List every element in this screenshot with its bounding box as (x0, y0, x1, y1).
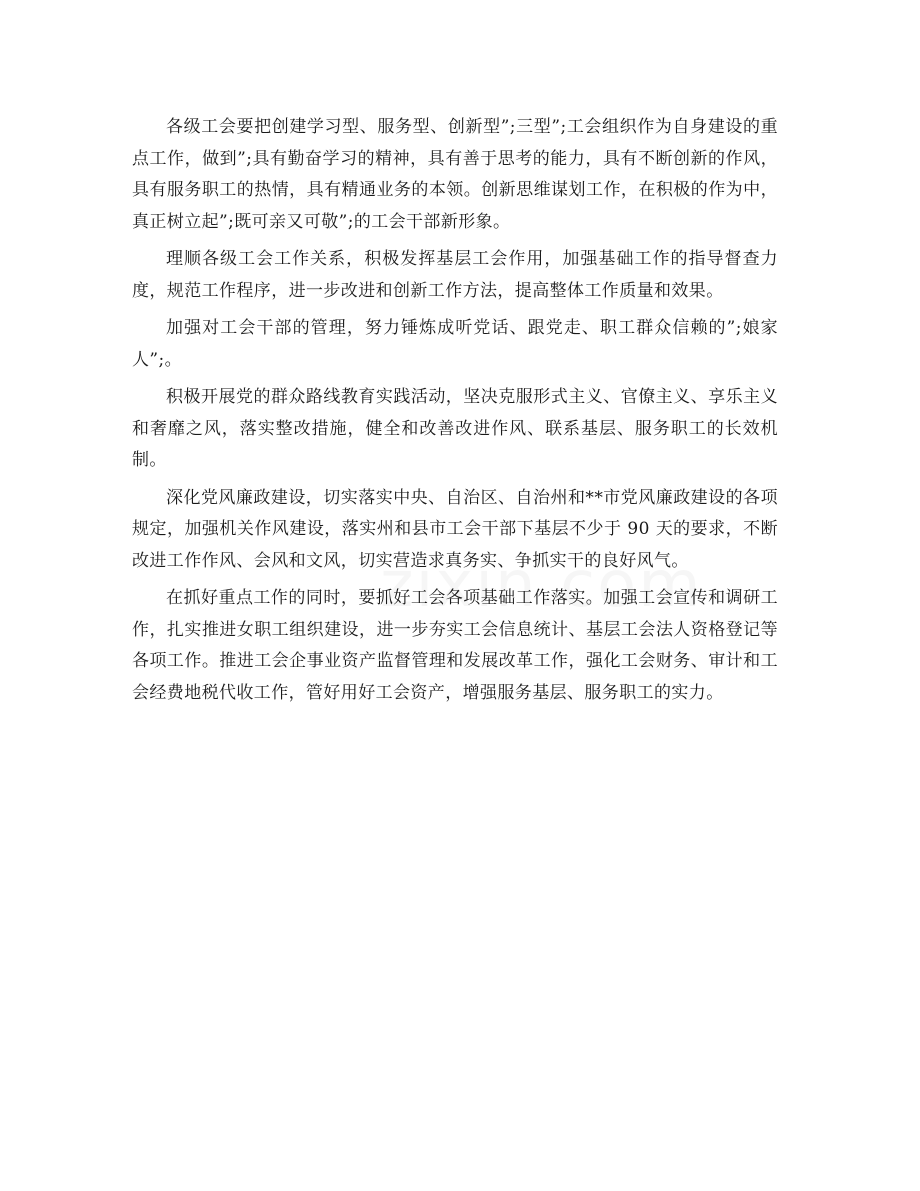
paragraph-4: 积极开展党的群众路线教育实践活动，坚决克服形式主义、官僚主义、享乐主义和奢靡之风，落实整改措施，健全和改善改进作风、联系基层、服务职工的长效机制。 (132, 387, 778, 470)
document-body (132, 112, 778, 715)
paragraph-6: 在抓好重点工作的同时，要抓好工会各项基础工作落实。加强工会宣传和调研工作，扎实推进女职工组织建设，进一步夯实工会信息统计、基层工会法人资格登记等各项工作。推进工会企事业资产监督管理和发展改革工作，强化工会财务、审计和工会经费地税代收工作，管好用好工会资产，增强服务基层、服务职工的实力。 (132, 588, 778, 703)
paragraph-2: 理顺各级工会工作关系，积极发挥基层工会作用，加强基础工作的指导督查力度，规范工作程序，进一步改进和创新工作方法，提高整体工作质量和效果。 (132, 249, 778, 301)
paragraph-5: 深化党风廉政建设，切实落实中央、自治区、自治州和**市党风廉政建设的各项规定，加强机关作风建设，落实州和县市工会干部下基层不少于 90 天的要求，不断改进工作作风、会风和文风，切实营造求真务实、争抓实干的良好风气。 (132, 487, 778, 571)
paragraph-1: 各级工会要把创建学习型、服务型、创新型”;三型”;工会组织作为自身建设的重点工作，做到”;具有勤奋学习的精神，具有善于思考的能力，具有不断创新的作风，具有服务职工的热情，具有精通业务的本领。创新思维谋划工作，在积极的作为中，真正树立起”;既可亲又可敬”;的工会干部新形象。 (132, 117, 778, 232)
paragraph-3: 加强对工会干部的管理，努力锤炼成听党话、跟党走、职工群众信赖的”;娘家人”;。 (132, 318, 778, 370)
